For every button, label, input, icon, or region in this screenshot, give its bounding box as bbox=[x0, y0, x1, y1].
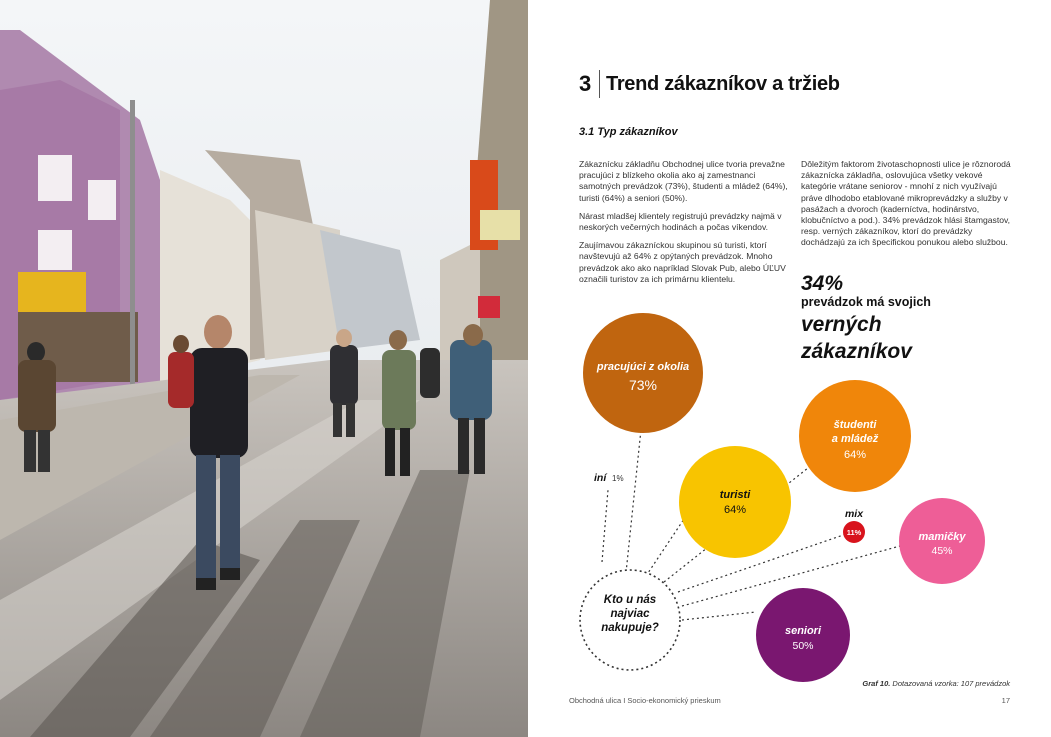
value-turisti: 64% bbox=[723, 504, 747, 516]
chapter-number: 3 bbox=[579, 71, 592, 96]
value-mix: 11% bbox=[846, 528, 862, 537]
left-text-column bbox=[579, 159, 791, 292]
label-pracujuci: pracujúci z okolia bbox=[596, 361, 690, 373]
caption-text: Dotazovaná vzorka: 107 prevádzok bbox=[892, 679, 1010, 688]
center-line3: nakupuje? bbox=[601, 622, 659, 634]
label-studenti-2: a mládež bbox=[831, 433, 879, 445]
value-mamicky: 45% bbox=[931, 545, 953, 557]
bubble-turisti bbox=[679, 446, 791, 558]
text-page bbox=[528, 0, 1051, 737]
paragraph: Zaujímavou zákazníckou skupinou sú turisti, ktorí navštevujú až 64% z opýtaných prevádzok. Mnoho prevádzok ako ako napríklad Slovak Pub, alebo ÚĽUV označili turistov za ich primárnu klientelu. bbox=[579, 240, 786, 284]
page-number: 17 bbox=[1001, 696, 1010, 705]
highlight-number: 34% bbox=[801, 272, 844, 295]
highlight-line3: zákazníkov bbox=[801, 340, 912, 363]
label-turisti: turisti bbox=[719, 489, 751, 501]
label-mamicky: mamičky bbox=[918, 531, 966, 543]
chapter-divider bbox=[599, 70, 600, 98]
connector-seniori bbox=[682, 612, 756, 620]
paragraph: Nárast mladšej klientely registrujú prevádzky najmä v neskorých večerných hodinách a počas víkendov. bbox=[579, 210, 782, 233]
value-ini: 1% bbox=[612, 474, 624, 483]
paragraph: Zákaznícku základňu Obchodnej ulice tvoria prevažne pracujúci z blízkeho okolia ako aj zamestnanci samotných prevádzok (73%), študenti a mládež (64%), turisti (64%) a seniori (50%). bbox=[579, 159, 788, 203]
highlight-line1: prevádzok má svojich bbox=[801, 295, 931, 309]
center-line1: Kto u nás bbox=[603, 594, 657, 606]
customer-bubble-chart bbox=[528, 290, 1051, 690]
caption-label: Graf 10. bbox=[862, 679, 891, 688]
connector-pracujuci bbox=[624, 420, 642, 592]
center-question-circle bbox=[580, 570, 680, 670]
value-pracujuci: 73% bbox=[628, 377, 658, 393]
label-seniori: seniori bbox=[784, 625, 822, 637]
chapter-title: Trend zákazníkov a tržieb bbox=[606, 73, 840, 95]
bubble-pracujuci bbox=[583, 313, 703, 433]
label-ini: iní bbox=[594, 472, 607, 484]
footer-title: Obchodná ulica I Socio-ekonomický prieskum bbox=[569, 696, 721, 705]
connector-ini bbox=[602, 490, 608, 562]
label-mix: mix bbox=[844, 508, 864, 520]
center-line2: najviac bbox=[610, 608, 650, 620]
right-text-column bbox=[801, 159, 1014, 256]
chart-caption bbox=[862, 679, 1010, 688]
highlight-line2: verných bbox=[801, 313, 882, 336]
value-seniori: 50% bbox=[792, 640, 814, 652]
paragraph: Dôležitým faktorom životaschopnosti ulice je rôznorodá zákaznícka základňa, oslovujúca všetky vekové kategórie vrátane seniorov - mnohí z nich využívajú práve dlhodobo etablované mikroprevádzky a služby v pasážach a dvoroch (kaderníctva, hodinárstvo, klobučníctvo a pod.). 34% prevádzok hlási štamgastov, resp. verných zákazníkov, ktorí do prevádzky dochádzajú za ich špecifickou ponukou alebo službou. bbox=[801, 159, 1011, 248]
section-heading: 3.1 Typ zákazníkov bbox=[579, 126, 678, 138]
bubble-chart-svg bbox=[528, 290, 1051, 690]
label-studenti-1: študenti bbox=[833, 419, 877, 431]
value-studenti: 64% bbox=[843, 449, 867, 461]
